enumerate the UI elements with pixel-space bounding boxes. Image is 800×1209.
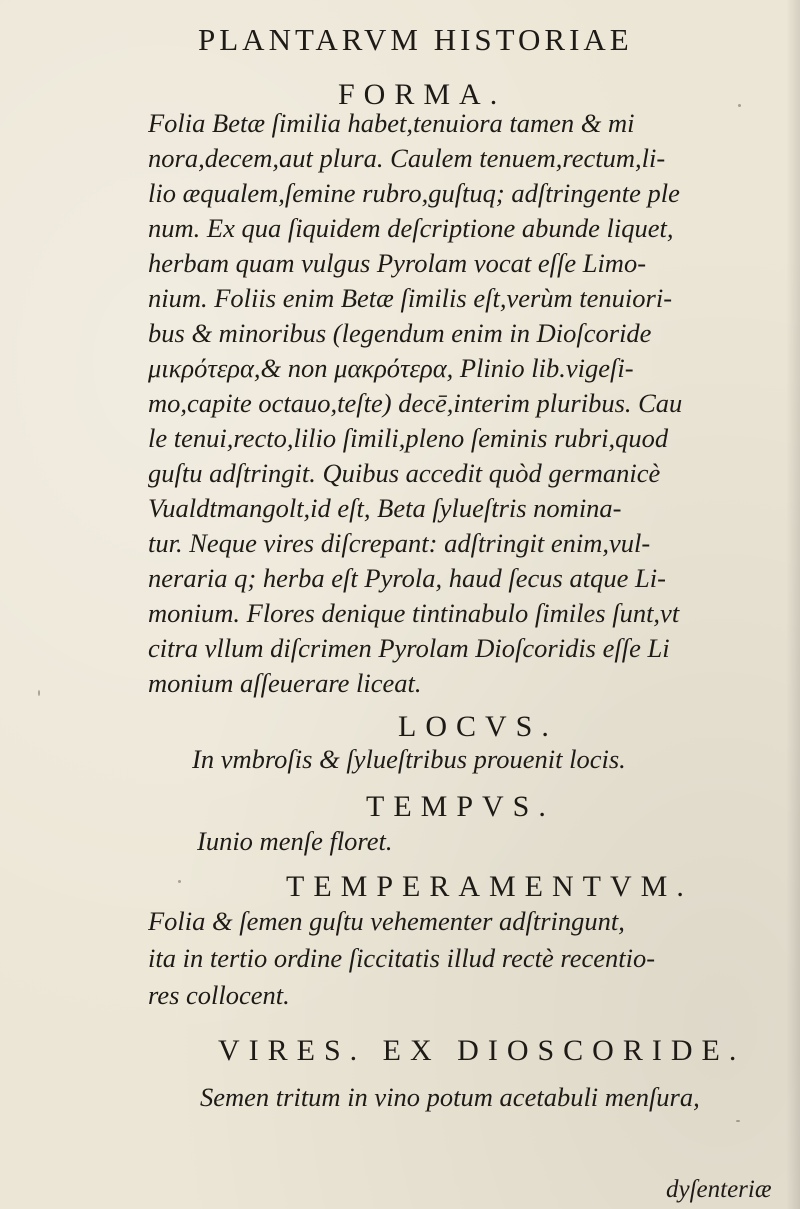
text-line: tur. Neque vires diſcrepant: adſtringit enim,vul- xyxy=(148,528,651,558)
section-heading-locus: LOCVS. xyxy=(398,710,558,743)
text-line: res collocent. xyxy=(148,980,290,1010)
text-line: monium. Flores denique tintinabulo ſimiles ſunt,vt xyxy=(148,598,680,628)
text-line: ita in tertio ordine ſiccitatis illud rectè recentio- xyxy=(148,943,656,973)
section-heading-vires: VIRES. EX DIOSCORIDE. xyxy=(218,1034,746,1067)
paper-speck xyxy=(736,1120,740,1122)
paper-speck xyxy=(178,880,181,883)
text-line: citra vllum diſcrimen Pyrolam Dioſcoridis eſſe Li xyxy=(148,633,670,663)
text-line: le tenui,recto,lilio ſimili,pleno ſeminis rubri,quod xyxy=(148,423,669,453)
text-line: Iunio menſe floret. xyxy=(197,826,393,856)
text-line: bus & minoribus (legendum enim in Dioſcoride xyxy=(148,318,652,348)
text-line: Folia Betæ ſimilia habet,tenuiora tamen & mi xyxy=(148,108,635,138)
text-line: mo,capite octauo,teſte) decē,interim pluribus. Cau xyxy=(148,388,683,418)
text-line: neraria q; herba eſt Pyrola, haud ſecus atque Li- xyxy=(148,563,666,593)
section-heading-temperamentum: TEMPERAMENTVM. xyxy=(286,870,693,903)
running-head: PLANTARVM HISTORIAE xyxy=(198,22,633,57)
section-heading-forma: FORMA. xyxy=(338,78,507,111)
text-line: nora,decem,aut plura. Caulem tenuem,rectum,li- xyxy=(148,143,666,173)
text-line: monium aſſeuerare liceat. xyxy=(148,668,422,698)
text-line: nium. Foliis enim Betæ ſimilis eſt,verùm tenuiori- xyxy=(148,283,673,313)
section-heading-tempus: TEMPVS. xyxy=(366,790,555,823)
text-line: μικρότερα,& non μακρότερα, Plinio lib.vigeſi- xyxy=(148,353,634,383)
paper-speck xyxy=(38,690,40,696)
text-line: Folia & ſemen guſtu vehementer adſtringunt, xyxy=(148,906,625,936)
text-line: In vmbroſis & ſylueſtribus prouenit locis. xyxy=(192,744,626,774)
text-line: herbam quam vulgus Pyrolam vocat eſſe Limo- xyxy=(148,248,647,278)
text-line: num. Ex qua ſiquidem deſcriptione abunde liquet, xyxy=(148,213,674,243)
text-line: Semen tritum in vino potum acetabuli menſura, xyxy=(200,1082,700,1112)
paper-speck xyxy=(738,104,741,107)
text-line: lio æqualem,ſemine rubro,guſtuq; adſtringente ple xyxy=(148,178,680,208)
catchword: dyſenteriæ xyxy=(666,1176,772,1203)
text-line: Vualdtmangolt,id eſt, Beta ſylueſtris nomina- xyxy=(148,493,622,523)
text-line: guſtu adſtringit. Quibus accedit quòd germanicè xyxy=(148,458,661,488)
page-edge-shadow xyxy=(786,0,800,1209)
